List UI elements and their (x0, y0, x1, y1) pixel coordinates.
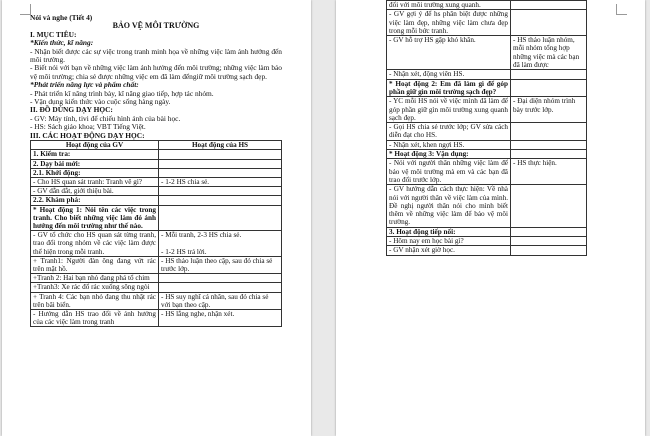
teacher-activity-cell: - Nhận xét, động viên HS. (387, 70, 511, 79)
teacher-activity-cell: * Hoạt động 3: Vận dụng: (387, 150, 511, 159)
section-heading-tools: II. ĐỒ DÙNG DẠY HỌC: (30, 105, 113, 115)
student-activity-cell (159, 168, 282, 177)
table-row (387, 150, 587, 159)
student-activity-cell: - HS thực hiện. (511, 159, 587, 185)
teacher-activity-cell: - GV gợi ý để hs phân biệt được những việc làm đẹp, những việc làm chưa đẹp trong mỗi bức tranh. (387, 10, 511, 36)
teacher-activity-cell: +Tranh 2: Hai bạn nhỏ đang phá tổ chim (31, 274, 159, 283)
student-activity-cell (511, 237, 587, 246)
teacher-activity-cell: - GV hướng dẫn cách thực hiện: Về nhà nói với người thân về việc làm của mình. Đề nghị người thân nói cho mình biết thêm về những việc làm để bảo vệ môi trường. (387, 185, 511, 227)
student-activity-cell (159, 187, 282, 196)
teacher-activity-cell: - Gọi HS chia sẻ trước lớp; GV sửa cách diễn đạt cho HS. (387, 123, 511, 141)
table-row (387, 237, 587, 246)
document-page-right (336, 0, 645, 436)
table-row (31, 283, 282, 292)
table-row (31, 150, 282, 159)
student-activity-cell: - HS thảo luận theo cặp, sau đó chia sẻ trước lớp. (159, 256, 282, 273)
teacher-activity-cell: - Hướng dẫn HS trao đổi về ảnh hưởng của các việc làm trong tranh (31, 309, 159, 326)
teacher-activity-cell: đối với môi trường xung quanh. (387, 1, 511, 10)
table-row (31, 274, 282, 283)
table-body (387, 1, 587, 256)
page-content (30, 14, 282, 327)
section-heading-objectives: I. MỤC TIÊU: (30, 29, 77, 39)
section-heading-activities: III. CÁC HOẠT ĐỘNG DẠY HỌC: (30, 130, 145, 140)
student-activity-cell (511, 246, 587, 255)
table-body (31, 150, 282, 327)
teacher-activity-cell: - GV hỗ trợ HS gặp khó khăn. (387, 36, 511, 70)
table-row (31, 159, 282, 168)
teacher-activity-cell: * Hoạt động 2: Em đã làm gì để góp phần giữ gìn môi trường sạch đẹp? (387, 79, 511, 97)
student-activity-cell (511, 70, 587, 79)
table-row (387, 227, 587, 236)
table-row (31, 168, 282, 177)
document-title: BẢO VỆ MÔI TRƯỜNG (112, 21, 200, 31)
student-activity-cell (159, 159, 282, 168)
table-row (387, 1, 587, 10)
teacher-activity-cell: +Tranh3: Xe rác đổ rác xuống sông ngòi (31, 283, 159, 292)
student-activity-cell (511, 1, 587, 10)
table-row (31, 309, 282, 326)
table-row (387, 140, 587, 149)
teacher-activity-cell: - Nhận xét, khen ngợi HS. (387, 140, 511, 149)
table-row (387, 159, 587, 185)
teacher-activity-cell: + Tranh1: Người đàn ông đang vứt rác trên mặt hồ. (31, 256, 159, 273)
table-row (31, 205, 282, 231)
table-row (387, 185, 587, 227)
table-row (31, 177, 282, 186)
student-activity-cell (511, 227, 587, 236)
paragraph: - Nhận biết được các sự việc trong tranh minh họa về những việc làm ảnh hưởng đến môi trường. (30, 46, 282, 65)
paragraph: - Vận dụng kiến thức vào cuộc sống hàng ngày. (30, 97, 171, 107)
document-page-left (2, 0, 311, 436)
teacher-activity-cell: 2.1. Khởi động: (31, 168, 159, 177)
student-activity-cell: - 1-2 HS chia sẻ. (159, 177, 282, 186)
paragraph: - Biết nói với bạn về những việc làm ảnh hưởng đến môi trường; những việc làm bảo vệ môi trường; chia sẻ được những việc em đã làm đểngiữ môi trường sạch đẹp. (30, 63, 282, 81)
student-activity-cell (159, 274, 282, 283)
student-activity-cell (159, 150, 282, 159)
student-activity-cell: - HS thảo luận nhóm, mỗi nhóm tổng hợp những việc mà các bạn đã làm được (511, 36, 587, 70)
student-activity-cell (511, 150, 587, 159)
student-activity-cell (159, 196, 282, 205)
teacher-activity-cell: - Nói với người thân những việc làm để bảo vệ môi trường mà em và các bạn đã trao đổi trước lớp. (387, 159, 511, 185)
teacher-activity-cell: + Tranh 4: Các bạn nhỏ đang thu nhặt rác trên bãi biển. (31, 292, 159, 309)
table-row (31, 256, 282, 273)
table-row (387, 79, 587, 97)
table-row (387, 70, 587, 79)
teacher-activity-cell: 3. Hoạt động tiếp nối: (387, 227, 511, 236)
column-header-student: Hoạt động của HS (159, 141, 282, 150)
column-header-teacher: Hoạt động của GV (31, 141, 159, 150)
teacher-activity-cell: - Hôm nay em học bài gì? (387, 237, 511, 246)
table-row (31, 292, 282, 309)
teacher-activity-cell: 2. Dạy bài mới: (31, 159, 159, 168)
table-header-row (31, 141, 282, 150)
student-activity-cell (511, 10, 587, 36)
subheading-development: *Phát triển năng lực và phẩm chất: (30, 80, 139, 90)
paragraph: - Phát triển kĩ năng trình bày, kĩ năng giao tiếp, hợp tác nhóm. (30, 88, 214, 98)
teacher-activity-cell: - GV dẫn dắt, giới thiệu bài. (31, 187, 159, 196)
paragraph: - GV: Máy tính, tivi để chiếu hình ảnh của bài học. (30, 113, 181, 123)
student-activity-cell (511, 185, 587, 227)
table-row (387, 10, 587, 36)
student-activity-cell (159, 205, 282, 231)
table-row (387, 97, 587, 123)
teacher-activity-cell: 2.2. Khám phá: (31, 196, 159, 205)
table-row (387, 123, 587, 141)
teacher-activity-cell: - GV tổ chức cho HS quan sát từng tranh, trao đổi trong nhóm về các việc làm được thể hiện trong mỗi tranh. (31, 231, 159, 257)
paragraph: - HS: Sách giáo khoa; VBT Tiếng Việt. (30, 122, 146, 132)
student-activity-cell (511, 79, 587, 97)
table-row (31, 187, 282, 196)
student-activity-cell: - Đại diện nhóm trình bày trước lớp. (511, 97, 587, 123)
margin-corner-mark (616, 4, 627, 15)
student-activity-cell: - Mỗi tranh, 2-3 HS chia sẻ. - 1-2 HS trả lời. (159, 231, 282, 257)
table-row (387, 36, 587, 70)
lesson-label-text: Nói và nghe (Tiết 4) (30, 13, 93, 22)
table-row (31, 196, 282, 205)
activities-table-continued (386, 0, 587, 256)
student-activity-cell (159, 283, 282, 292)
activities-table (30, 140, 282, 327)
teacher-activity-cell: 1. Kiểm tra: (31, 150, 159, 159)
teacher-activity-cell: - YC mỗi HS nói về việc mình đã làm để góp phần giữ gìn môi trường xung quanh sạch đẹp. (387, 97, 511, 123)
teacher-activity-cell: - GV nhận xét giờ học. (387, 246, 511, 255)
subheading-knowledge: *Kiến thức, kĩ năng: (30, 38, 94, 48)
student-activity-cell (511, 123, 587, 141)
student-activity-cell: - HS lắng nghe, nhận xét. (159, 309, 282, 326)
table-row (387, 246, 587, 255)
student-activity-cell: - HS suy nghĩ cá nhân, sau đó chia sẻ với bạn theo cặp. (159, 292, 282, 309)
teacher-activity-cell: - Cho HS quan sát tranh: Tranh vẽ gì? (31, 177, 159, 186)
student-activity-cell (511, 140, 587, 149)
table-row (31, 231, 282, 257)
teacher-activity-cell: * Hoạt động 1: Nói tên các việc trong tranh. Cho biết những việc làm đó ảnh hưởng đến môi trường như thế nào. (31, 205, 159, 231)
